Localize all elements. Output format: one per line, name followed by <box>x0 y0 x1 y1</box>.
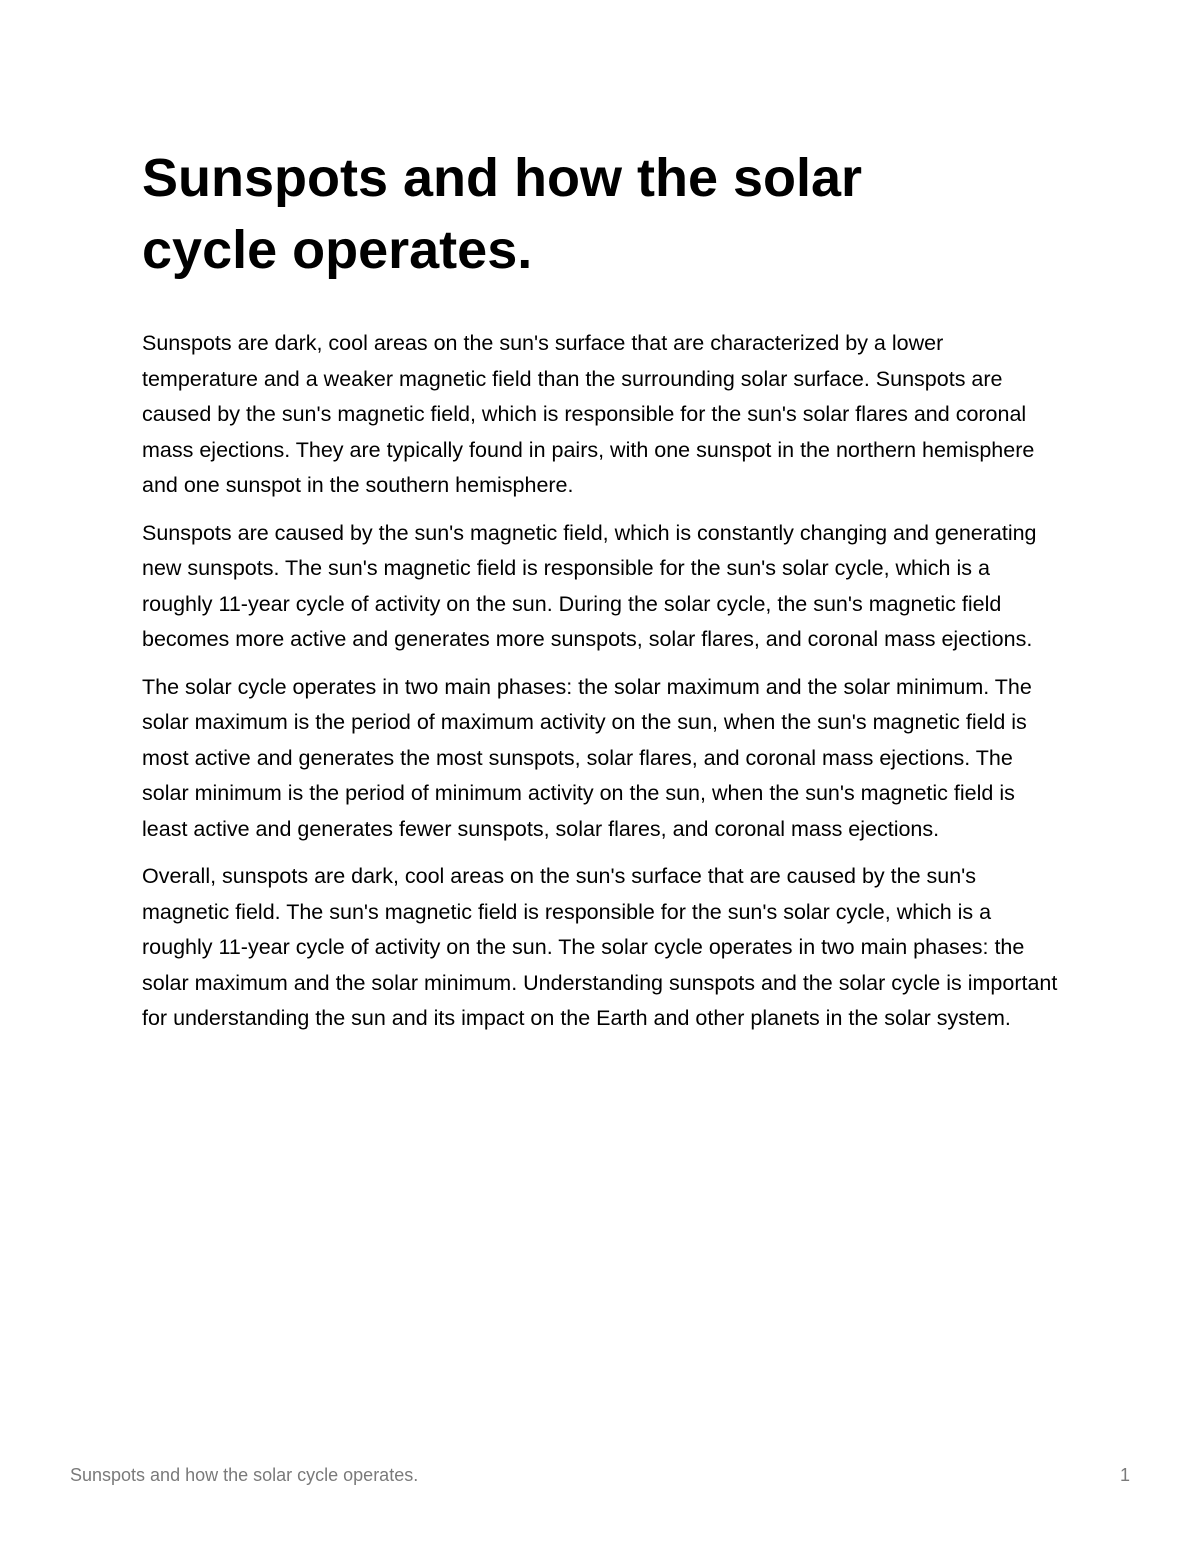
page-number: 1 <box>1119 1465 1130 1485</box>
paragraph: Overall, sunspots are dark, cool areas on the sun's surface that are caused by the sun's magnetic field. The sun's magnetic field is responsible for the sun's solar cycle, which is a roughly 11-year cycle of activity on the sun. The solar cycle operates in two main phases: the solar maximum and the solar minimum. Understanding sunspots and the solar cycle is important for understanding the sun and its impact on the Earth and other planets in the solar system. <box>142 864 1058 1030</box>
paragraph: The solar cycle operates in two main phases: the solar maximum and the solar minimum. The solar maximum is the period of maximum activity on the sun, when the sun's magnetic field is most active and generates the most sunspots, solar flares, and coronal mass ejections. The solar minimum is the period of minimum activity on the sun, when the sun's magnetic field is least active and generates fewer sunspots, solar flares, and coronal mass ejections. <box>142 674 1032 841</box>
paragraph: Sunspots are dark, cool areas on the sun's surface that are characterized by a lower temperature and a weaker magnetic field than the surrounding solar surface. Sunspots are caused by the sun's magnetic field, which is responsible for the sun's solar flares and coronal mass ejections. They are typically found in pairs, with one sunspot in the northern hemisphere and one sunspot in the southern hemisphere. <box>142 331 1035 497</box>
document-title: Sunspots and how the solar cycle operates. <box>142 148 863 280</box>
footer-title: Sunspots and how the solar cycle operates. <box>70 1465 419 1485</box>
paragraph: Sunspots are caused by the sun's magnetic field, which is constantly changing and generating new sunspots. The sun's magnetic field is responsible for the sun's solar cycle, which is a roughly 11-year cycle of activity on the sun. During the solar cycle, the sun's magnetic field becomes more active and generates more sunspots, solar flares, and coronal mass ejections. <box>142 520 1037 651</box>
document-body <box>142 326 1062 1049</box>
